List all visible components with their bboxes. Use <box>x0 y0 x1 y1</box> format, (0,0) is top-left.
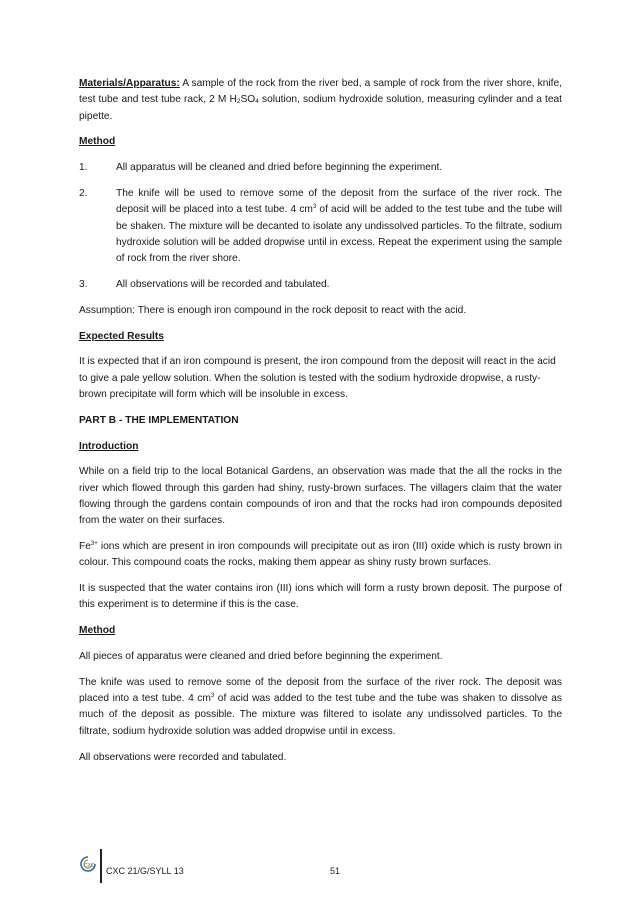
method-heading: Method <box>79 136 116 148</box>
introduction-heading: Introduction <box>79 440 139 452</box>
method-item-3: 3. All observations will be recorded and tabulated. <box>79 278 330 290</box>
method2-paragraph-3: All observations were recorded and tabulated. <box>79 751 287 763</box>
assumption-paragraph: Assumption: There is enough iron compound in the rock deposit to react with the acid. <box>79 304 467 316</box>
introduction-paragraph-1: While on a field trip to the local Botanical Gardens, an observation was made that the all the rocks in the river which flowed through this garden had shiny, rusty-brown surfaces. The villagers claim that the water flowing through the gardens contain compounds of iron and that the rocks had iron compounds deposited from the water on their surfaces. <box>79 466 562 527</box>
expected-results-paragraph: It is expected that if an iron compound is present, the iron compound from the deposit will react in the acid to give a pale yellow solution. When the solution is tested with the sodium hydroxide dropwise, a rusty-brown precipitate will form which will be insoluble in excess. <box>79 356 556 400</box>
document-page <box>79 76 562 775</box>
materials-label: Materials/Apparatus: <box>79 78 180 89</box>
method-item-2: 2. The knife will be used to remove some of the deposit from the surface of the river rock. The deposit will be placed into a test tube. 4 $cm^3$ of acid will be added to the test tube and the tube will be shaken. The mixture will be decanted to isolate any undissolved particles. To the filtrate, sodium hydroxide solution will be added dropwise until in excess. Repeat the experiment using the sample of rock from the river shore. <box>79 187 562 265</box>
syllabus-code: CXC 21/G/SYLL 13 <box>106 866 184 876</box>
cxc-logo-icon <box>79 855 97 873</box>
page-number: 51 <box>330 866 341 876</box>
method-item-1: 1. All apparatus will be cleaned and dried before beginning the experiment. <box>79 162 443 174</box>
expected-results-heading: Expected Results <box>79 330 164 342</box>
introduction-paragraph-2: $Fe^{3+}$ ions which are present in iron compounds will precipitate out as iron (III) oxide which is rusty brown in colour. This compound coats the rocks, making them appear as shiny rusty brown surfaces. <box>79 541 562 569</box>
materials-paragraph: Materials/Apparatus: A sample of the rock from the river bed, a sample of rock from the river shore, knife, test tube and test tube rack, 2 M $H_2SO_4$ solution, sodium hydroxide solution, measuring cylinder and a teat pipette. <box>79 78 562 122</box>
svg-text:CXC: CXC <box>84 863 95 869</box>
introduction-paragraph-3: It is suspected that the water contains iron (III) ions which will form a rusty brown deposit. The purpose of this experiment is to determine if this is the case. <box>79 583 562 611</box>
footer-divider <box>100 849 102 883</box>
part-b-heading: PART B - THE IMPLEMENTATION <box>79 414 239 426</box>
method2-paragraph-2: The knife was used to remove some of the deposit from the surface of the river rock. The deposit was placed into a test tube. 4 $cm^3$ of acid was added to the test tube and the tube was shaken to dissolve as much of the deposit as possible. The mixture was filtered to isolate any undissolved particles. To the filtrate, sodium hydroxide solution was added dropwise until in excess. <box>79 676 562 737</box>
page-footer <box>79 846 562 894</box>
method2-paragraph-1: All pieces of apparatus were cleaned and dried before beginning the experiment. <box>79 651 443 663</box>
method-heading-2: Method <box>79 625 116 637</box>
